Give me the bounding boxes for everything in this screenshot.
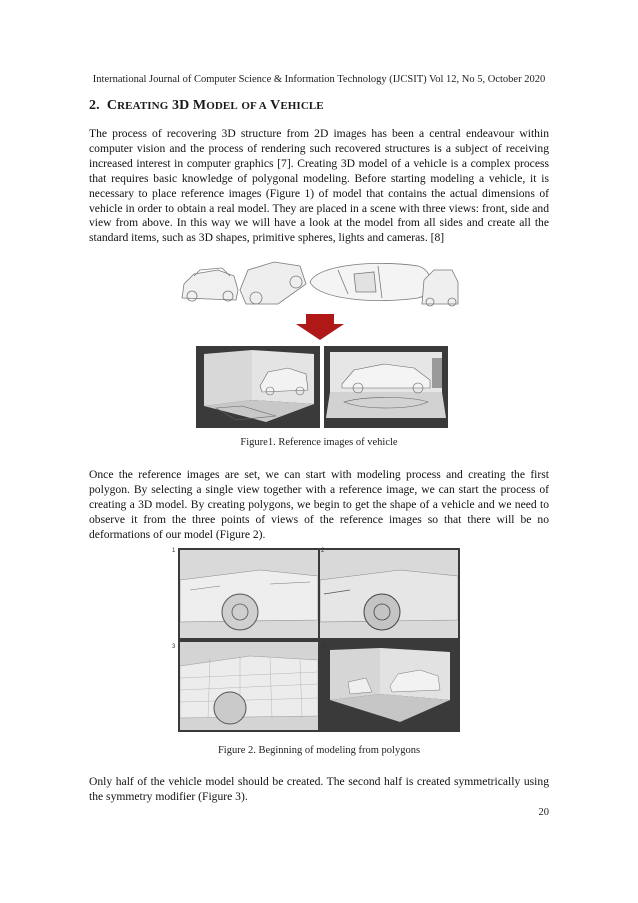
viewport-4 xyxy=(320,642,458,730)
down-arrow-icon xyxy=(296,314,344,340)
reference-sketch-image xyxy=(178,254,460,310)
title-word-5: VEHICLE xyxy=(270,98,324,113)
page-number: 20 xyxy=(538,807,549,818)
modeling-viewports-image xyxy=(172,548,460,732)
scene-side-image xyxy=(324,346,448,428)
viewport-2 xyxy=(320,550,458,638)
figure2-caption: Figure 2. Beginning of modeling from polygons xyxy=(217,745,421,756)
title-word-3: MODEL xyxy=(192,98,238,113)
viewport-3 xyxy=(180,642,318,730)
viewport-1 xyxy=(180,550,318,638)
journal-header: International Journal of Computer Science & Information Technology (IJCSIT) Vol 12, No 5, October 2020 xyxy=(92,74,546,85)
scene-perspective-image xyxy=(196,346,320,428)
section-number: 2. xyxy=(89,98,100,113)
section-heading xyxy=(89,98,324,114)
panel-label-1: 1 xyxy=(172,548,176,554)
panel-label-2: 2 xyxy=(321,548,325,554)
paragraph-modeling: Once the reference images are set, we can start with modeling process and creating the first polygon. By selecting a single view together with a reference image, we can start the process of creating a 3D model. By creating polygons, we begin to get the shape of a vehicle and we need to observe it from the three points of views of the reference images so that there will be no deformations of our model (Figure 2). xyxy=(89,468,549,541)
paragraph-symmetry: Only half of the vehicle model should be created. The second half is created symmetrically using the symmetry modifier (Figure 3). xyxy=(89,775,549,803)
panel-label-3: 3 xyxy=(172,644,176,650)
panel-label-4: 4 xyxy=(321,644,325,650)
paragraph-intro: The process of recovering 3D structure from 2D images has been a central endeavour within computer vision and the process of rendering such recovered structures is a subject of receiving increased interest in computer graphics [7]. Creating 3D model of a vehicle is a complex process that requires basic knowledge of polygonal modeling. Before starting modeling a vehicle, it is necessary to place reference images (Figure 1) of model that contains the actual dimensions of vehicle in order to obtain a real model. They are placed in a scene with three views: front, side and view from above. In this way we will have a look at the model from all sides and create all the standard items, such as 3D shapes, primitive spheres, lights and cameras. [8] xyxy=(89,127,549,245)
title-word-1: CREATING xyxy=(106,98,169,113)
title-word-4: OF A xyxy=(241,100,267,112)
figure1-caption: Figure1. Reference images of vehicle xyxy=(240,437,398,448)
title-word-2: 3D xyxy=(171,98,190,113)
